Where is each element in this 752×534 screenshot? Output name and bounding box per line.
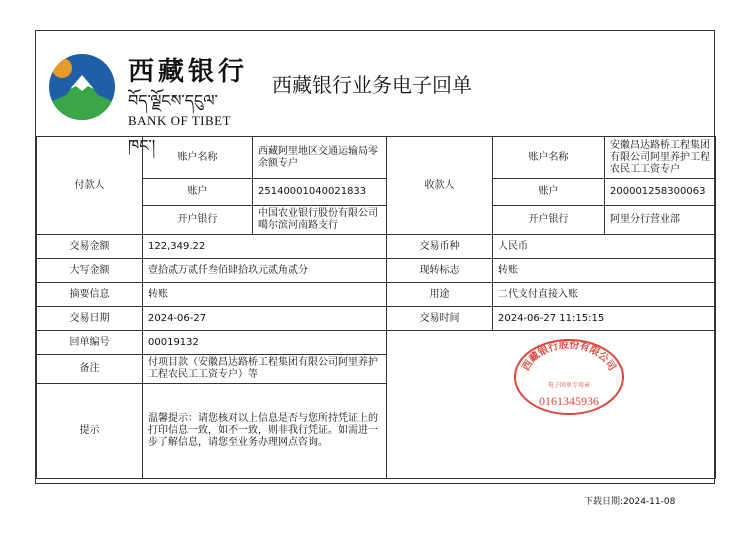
payer-account-label: 账户 <box>143 179 253 206</box>
bank-seal-stamp <box>512 337 626 417</box>
note-value: 付项目款（安徽昌达路桥工程集团有限公司阿里养护工程农民工工资专户）等 <box>143 355 387 384</box>
cash-flag-value: 转账 <box>493 259 716 283</box>
payer-account-value: 25140001040021833 <box>253 179 387 206</box>
amount-cn-value: 壹拾贰万贰仟叁佰肆拾玖元贰角贰分 <box>143 259 387 283</box>
purpose-label: 用途 <box>387 283 493 307</box>
time-label: 交易时间 <box>387 307 493 331</box>
bank-name-cn: 西藏银行 <box>128 57 249 87</box>
currency-value: 人民币 <box>493 235 716 259</box>
payee-bank-label: 开户银行 <box>493 206 605 235</box>
svg-text:西藏银行股份有限公司 <box>519 338 619 373</box>
purpose-value: 二代支付直接入账 <box>493 283 716 307</box>
amount-label: 交易金额 <box>37 235 143 259</box>
payee-name-value: 安徽昌达路桥工程集团有限公司阿里养护工程农民工工资专户 <box>605 137 716 179</box>
amount-value: 122,349.22 <box>143 235 387 259</box>
tip-label: 提示 <box>37 384 143 479</box>
bank-name-tibetan: བོད་ལྗོངས་དངུལ་ཁང་། <box>128 91 218 155</box>
download-date: 下载日期:2024-11-08 <box>584 497 676 507</box>
tip-value: 温馨提示：请您核对以上信息是否与您所持凭证上的打印信息一致，如不一致，则非我行凭证。如需进一步了解信息，请您至业务办理网点咨询。 <box>143 384 387 479</box>
time-value: 2024-06-27 11:15:15 <box>493 307 716 331</box>
cash-flag-label: 现转标志 <box>387 259 493 283</box>
payee-section-label: 收款人 <box>387 137 493 235</box>
currency-label: 交易币种 <box>387 235 493 259</box>
seal-top-text: 西藏银行股份有限公司 <box>520 339 618 373</box>
summary-value: 转账 <box>143 283 387 307</box>
payee-account-label: 账户 <box>493 179 605 206</box>
date-value: 2024-06-27 <box>143 307 387 331</box>
payer-bank-value: 中国农业银行股份有限公司噶尔滨河南路支行 <box>253 206 387 235</box>
seal-middle-text: 电子回单专用章 <box>547 382 591 389</box>
payee-name-label: 账户名称 <box>493 137 605 179</box>
bank-name-en: BANK OF TIBET <box>128 113 232 128</box>
payer-section-label: 付款人 <box>37 137 143 235</box>
seal-number: 0161345936 <box>539 394 599 408</box>
payer-name-label: 账户名称 <box>143 137 253 179</box>
receipt-number-value: 00019132 <box>143 331 387 355</box>
amount-cn-label: 大写金额 <box>37 259 143 283</box>
payer-bank-label: 开户银行 <box>143 206 253 235</box>
summary-label: 摘要信息 <box>37 283 143 307</box>
payer-name-value: 西藏阿里地区交通运输局零余额专户 <box>253 137 387 179</box>
document-title: 西藏银行业务电子回单 <box>272 73 472 97</box>
receipt-number-label: 回单编号 <box>37 331 143 355</box>
receipt-header <box>36 31 714 155</box>
receipt-table <box>36 136 716 479</box>
date-label: 交易日期 <box>37 307 143 331</box>
note-label: 备注 <box>37 355 143 384</box>
payee-bank-value: 阿里分行营业部 <box>605 206 716 235</box>
bank-logo-icon <box>48 53 116 121</box>
payee-account-value: 200001258300063 <box>605 179 716 206</box>
